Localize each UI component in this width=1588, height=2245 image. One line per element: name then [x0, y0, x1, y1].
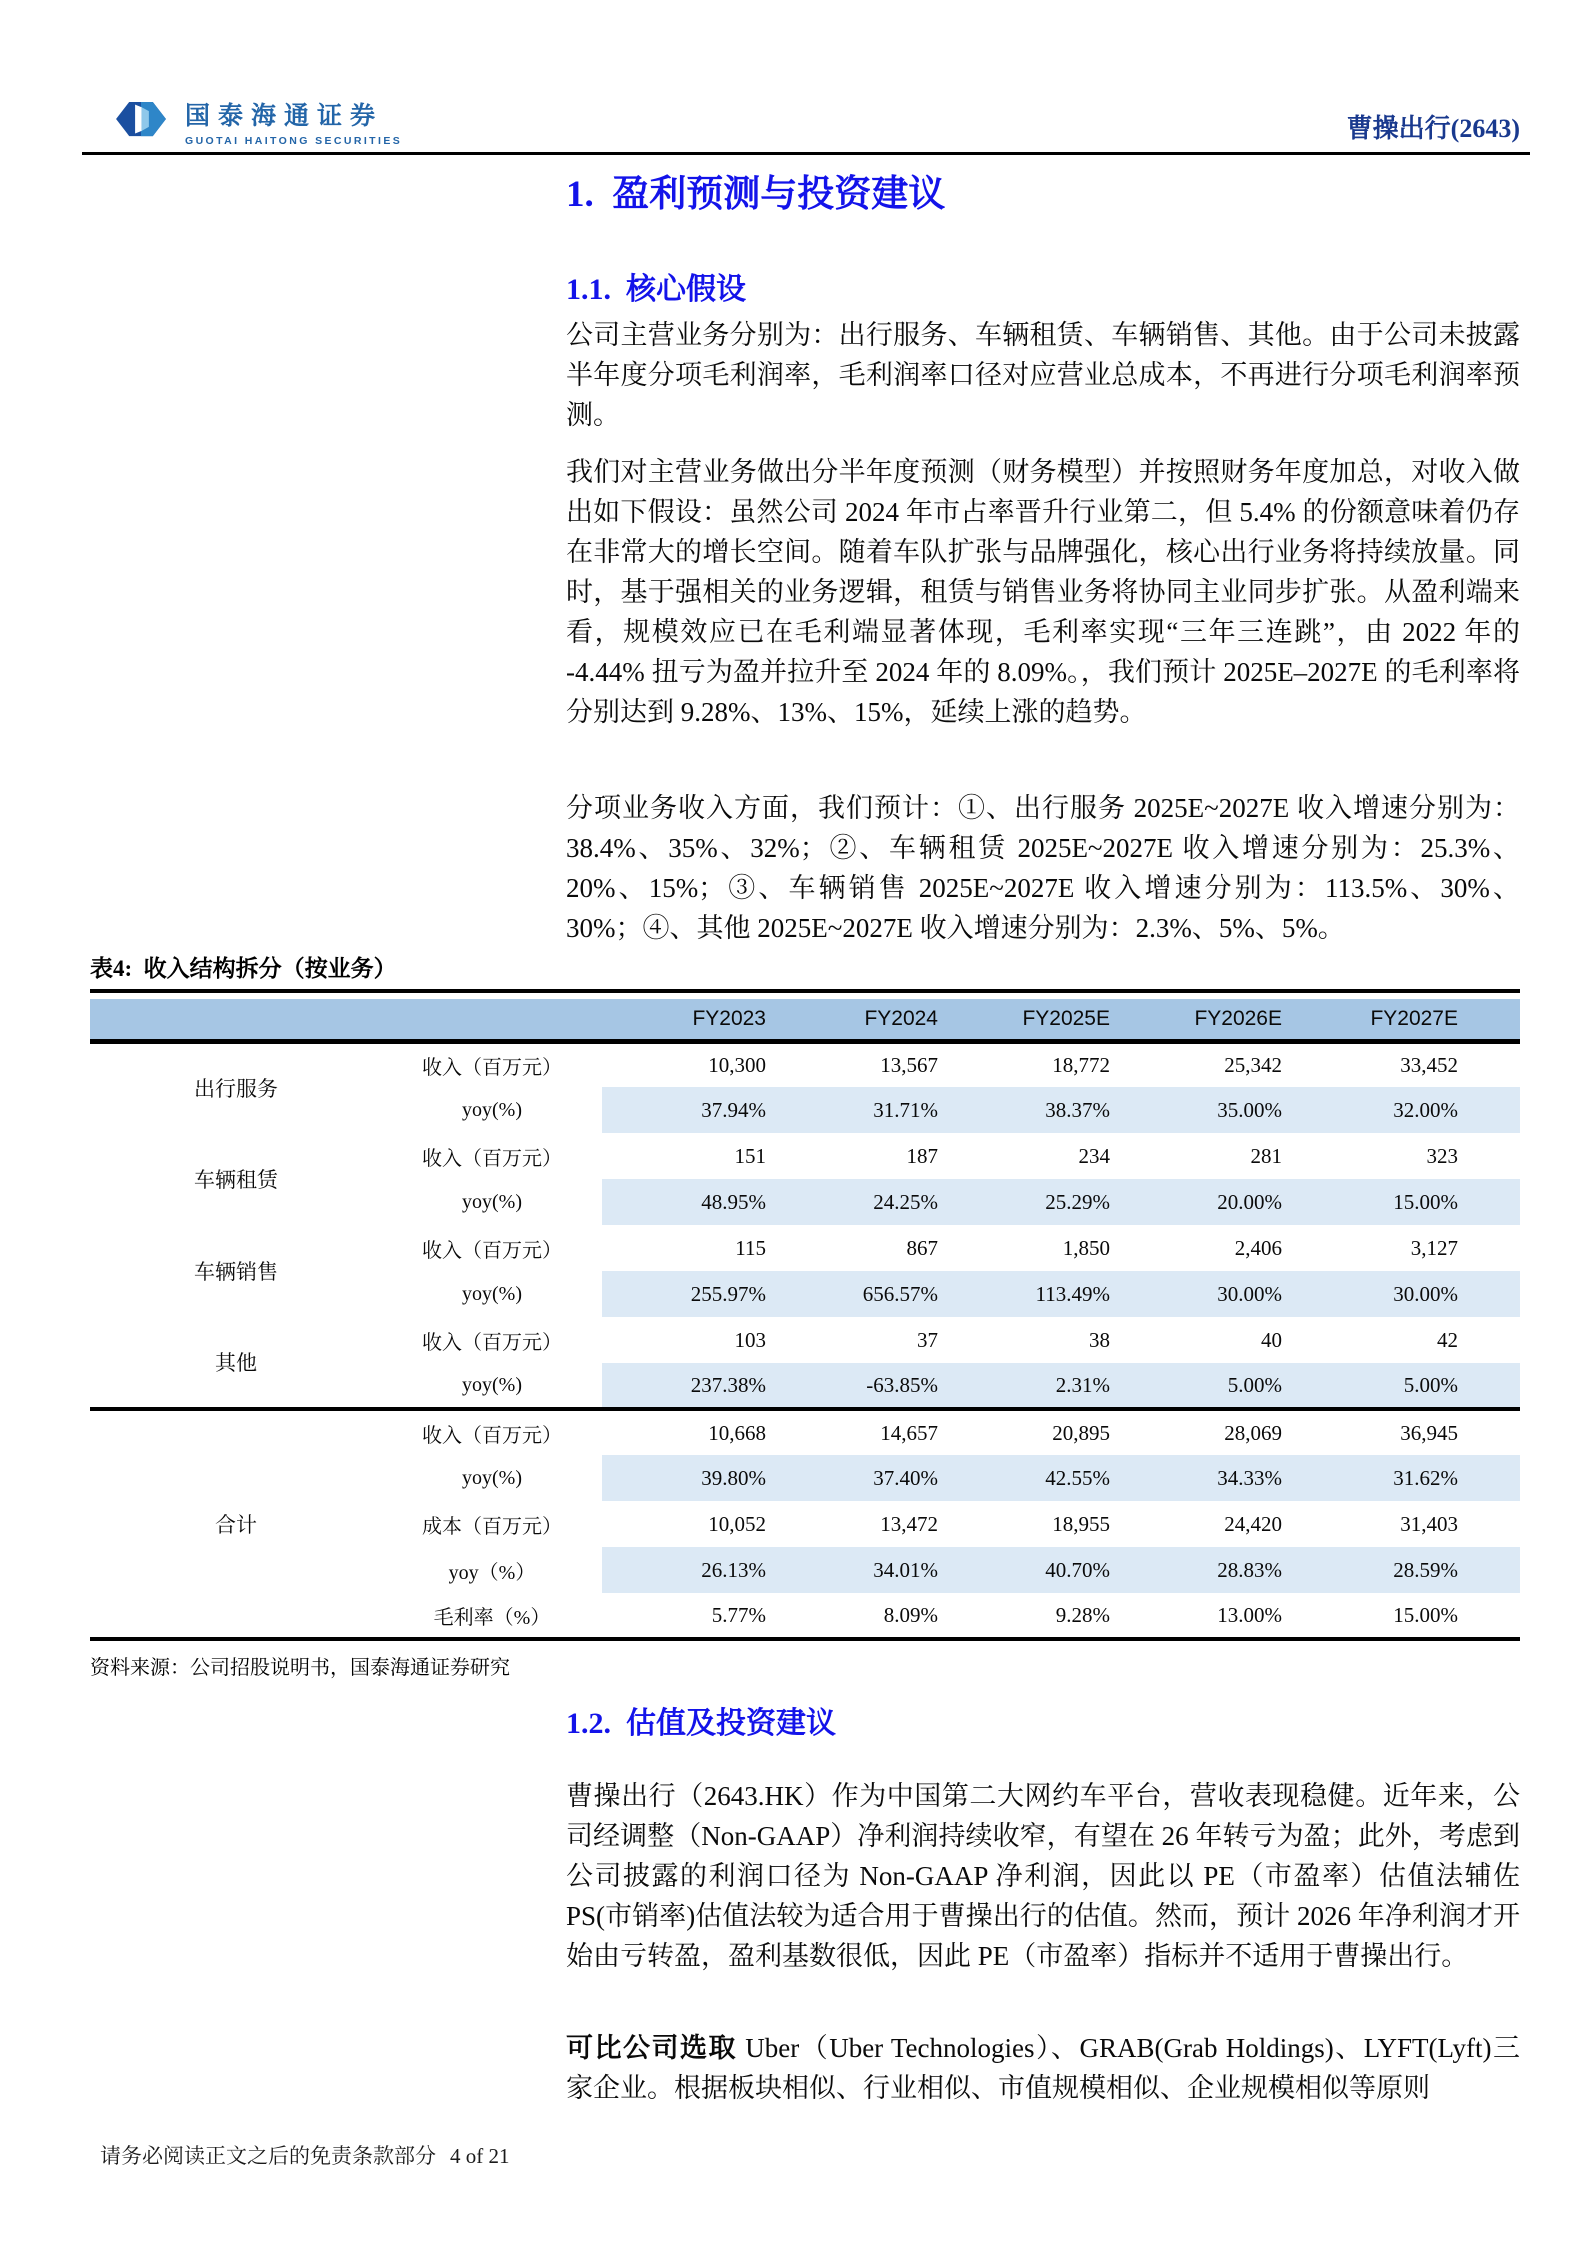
value-cell: 37.94% [602, 1087, 774, 1133]
value-cell: 5.00% [1118, 1363, 1290, 1409]
metric-label-cell: yoy(%) [462, 1282, 522, 1305]
value-cell: 48.95% [602, 1179, 774, 1225]
metric-label-cell: 收入（百万元） [382, 1409, 602, 1455]
value-cell: 237.38% [602, 1363, 774, 1409]
comparables-bold-lead: 可比公司选取 [566, 2033, 737, 2063]
value-cell: 5.00% [1290, 1363, 1520, 1409]
value-cell: 187 [906, 1143, 938, 1168]
value-cell: 103 [734, 1327, 766, 1352]
value-cell: 26.13% [602, 1547, 774, 1593]
revenue-table-block [90, 950, 1520, 1680]
value-cell: 42.55% [946, 1455, 1118, 1501]
table-row [90, 1041, 1520, 1087]
revenue-breakdown-table [90, 999, 1520, 1641]
value-cell: 2.31% [946, 1363, 1118, 1409]
value-cell: 13,472 [880, 1511, 938, 1536]
page-footer [100, 2140, 510, 2170]
value-cell: 5.77% [711, 1602, 766, 1627]
value-cell: 34.33% [1118, 1455, 1290, 1501]
table-row [90, 1409, 1520, 1455]
paragraph-valuation: 曹操出行（2643.HK）作为中国第二大网约车平台，营收表现稳健。近年来，公司经调整（Non-GAAP）净利润持续收窄，有望在 26 年转亏为盈；此外，考虑到公司披露的利润口径为 Non-GAAP 净利润，因此以 PE（市盈率）估值法辅佐 PS(市销率)估值法较为适合用于曹操出行的估值。然而，预计 2026 年净利润才开始由亏转盈，盈利基数很低，因此 PE（市盈率）指标并不适用于曹操出行。 [566, 1781, 1527, 1971]
section-1-heading: 1. 盈利预测与投资建议 [566, 174, 946, 215]
header-empty-metric [382, 999, 602, 1041]
value-cell: 18,955 [1052, 1511, 1110, 1536]
column-header-fy2024: FY2024 [774, 999, 946, 1041]
table-top-rule [90, 989, 1520, 993]
value-cell: 323 [1426, 1143, 1458, 1168]
table-source-note: 资料来源：公司招股说明书，国泰海通证券研究 [90, 1657, 510, 1679]
metric-label-cell: 收入（百万元） [422, 1331, 562, 1354]
value-cell: 25,342 [1224, 1052, 1282, 1077]
value-cell: 40 [1261, 1327, 1282, 1352]
value-cell: 40.70% [946, 1547, 1118, 1593]
value-cell: 281 [1250, 1143, 1282, 1168]
column-header-fy2026e: FY2026E [1118, 999, 1290, 1041]
value-cell: 18,772 [1052, 1052, 1110, 1077]
value-cell: 28.83% [1118, 1547, 1290, 1593]
value-cell: 25.29% [946, 1179, 1118, 1225]
value-cell: 38.37% [946, 1087, 1118, 1133]
business-name-cell: 车辆销售 [194, 1260, 278, 1284]
value-cell: 28,069 [1118, 1409, 1290, 1455]
value-cell: 15.00% [1290, 1179, 1520, 1225]
value-cell: 2,406 [1234, 1235, 1282, 1260]
value-cell: 32.00% [1290, 1087, 1520, 1133]
metric-label-cell: 收入（百万元） [422, 1056, 562, 1079]
value-cell: 33,452 [1400, 1052, 1458, 1077]
value-cell: 115 [735, 1235, 766, 1260]
footer-page-number: 4 of 21 [450, 2144, 510, 2168]
table-row [90, 1133, 1520, 1179]
header-empty-business [90, 999, 382, 1041]
value-cell: 867 [906, 1235, 938, 1260]
brand-hexagon-icon [110, 98, 172, 140]
table-caption: 表4: 收入结构拆分（按业务） [90, 956, 397, 981]
business-name-cell: 其他 [215, 1351, 257, 1375]
metric-label-cell: 收入（百万元） [422, 1147, 562, 1170]
column-header-fy2027e: FY2027E [1290, 999, 1520, 1041]
value-cell: 38 [1089, 1327, 1110, 1352]
metric-label-cell: 成本（百万元） [422, 1515, 562, 1538]
paragraph-forecast-assumptions: 我们对主营业务做出分半年度预测（财务模型）并按照财务年度加总，对收入做出如下假设：虽然公司 2024 年市占率晋升行业第二，但 5.4% 的份额意味着仍存在非常大的增长空间。随着车队扩张与品牌强化，核心出行业务将持续放量。同时，基于强相关的业务逻辑，租赁与销售业务将协同主业同步扩张。从盈利端来看，规模效应已在毛利端显著体现，毛利率实现“三年三连跳”，由 2022 年的 -4.44% 扭亏为盈并拉升至 2024 年的 8.09%。，我们预计 2025E–2027E 的毛利率将分别达到 9.28%、13%、15%，延续上涨的趋势。 [566, 457, 1527, 727]
section-1-2-heading: 1.2. 估值及投资建议 [566, 1707, 836, 1740]
value-cell: 9.28% [1055, 1602, 1110, 1627]
value-cell: 31.62% [1290, 1455, 1520, 1501]
value-cell: 1,850 [1062, 1235, 1110, 1260]
value-cell: 39.80% [602, 1455, 774, 1501]
value-cell: 31,403 [1400, 1511, 1458, 1536]
comparables-rest: Uber（Uber Technologies）、GRAB(Grab Holdings)、LYFT(Lyft)三家企业。根据板块相似、行业相似、市值规模相似、企业规模相似等原则 [566, 2033, 1520, 2103]
metric-label-cell: 收入（百万元） [422, 1239, 562, 1262]
table-row [90, 1317, 1520, 1363]
brand-name-cn: 国泰海通证券 [185, 102, 384, 130]
paragraph-core-assumption-intro: 公司主营业务分别为：出行服务、车辆租赁、车辆销售、其他。由于公司未披露半年度分项毛利润率，毛利润率口径对应营业总成本，不再进行分项毛利润率预测。 [566, 320, 1520, 430]
value-cell: 10,668 [602, 1409, 774, 1455]
table-row [90, 1225, 1520, 1271]
value-cell: 37.40% [774, 1455, 946, 1501]
value-cell: 36,945 [1290, 1409, 1520, 1455]
value-cell: 30.00% [1118, 1271, 1290, 1317]
value-cell: 10,052 [708, 1511, 766, 1536]
header-divider [82, 152, 1530, 155]
value-cell: 255.97% [602, 1271, 774, 1317]
value-cell: 37 [917, 1327, 938, 1352]
business-name-cell: 出行服务 [194, 1077, 278, 1102]
metric-label-cell: yoy（%） [448, 1561, 536, 1584]
column-header-fy2023: FY2023 [602, 999, 774, 1041]
value-cell: 34.01% [774, 1547, 946, 1593]
metric-label-cell: yoy(%) [462, 1098, 522, 1121]
stock-title: 曹操出行(2643) [1346, 114, 1520, 143]
revenue-table-body [90, 1041, 1520, 1639]
metric-label-cell: yoy(%) [462, 1190, 522, 1213]
value-cell: 24.25% [774, 1179, 946, 1225]
value-cell: 3,127 [1410, 1235, 1458, 1260]
brand-logo [110, 96, 402, 147]
brand-name-en: GUOTAI HAITONG SECURITIES [185, 135, 403, 147]
value-cell: 30.00% [1290, 1271, 1520, 1317]
column-header-fy2025e: FY2025E [946, 999, 1118, 1041]
value-cell: -63.85% [774, 1363, 946, 1409]
metric-label-cell: yoy(%) [462, 1373, 522, 1396]
value-cell: 656.57% [774, 1271, 946, 1317]
business-name-cell: 车辆租赁 [194, 1168, 278, 1192]
value-cell: 113.49% [946, 1271, 1118, 1317]
footer-disclaimer: 请务必阅读正文之后的免责条款部分 [100, 2144, 436, 2168]
value-cell: 24,420 [1224, 1511, 1282, 1536]
value-cell: 151 [734, 1143, 766, 1168]
value-cell: 14,657 [774, 1409, 946, 1455]
value-cell: 31.71% [774, 1087, 946, 1133]
value-cell: 35.00% [1118, 1087, 1290, 1133]
value-cell: 234 [1078, 1143, 1110, 1168]
value-cell: 13,567 [880, 1052, 938, 1077]
value-cell: 28.59% [1290, 1547, 1520, 1593]
business-name-cell: 合计 [90, 1409, 382, 1639]
brand-text [185, 96, 402, 147]
section-1-1-heading: 1.1. 核心假设 [566, 273, 746, 306]
metric-label-cell: yoy(%) [462, 1466, 522, 1489]
value-cell: 20,895 [946, 1409, 1118, 1455]
value-cell: 10,300 [708, 1052, 766, 1077]
metric-label-cell: 毛利率（%） [433, 1606, 551, 1629]
value-cell: 42 [1437, 1327, 1458, 1352]
paragraph-segment-growth: 分项业务收入方面，我们预计：①、出行服务 2025E~2027E 收入增速分别为：38.4%、35%、32%；②、车辆租赁 2025E~2027E 收入增速分别为：25.3%、20%、15%；③、车辆销售 2025E~2027E 收入增速分别为：113.5%、30%、30%；④、其他 2025E~2027E 收入增速分别为：2.3%、5%、5%。 [566, 793, 1520, 943]
paragraph-comparables [566, 2028, 1520, 2108]
value-cell: 13.00% [1217, 1602, 1282, 1627]
value-cell: 8.09% [883, 1602, 938, 1627]
value-cell: 15.00% [1393, 1602, 1458, 1627]
value-cell: 20.00% [1118, 1179, 1290, 1225]
table-header-row [90, 999, 1520, 1041]
